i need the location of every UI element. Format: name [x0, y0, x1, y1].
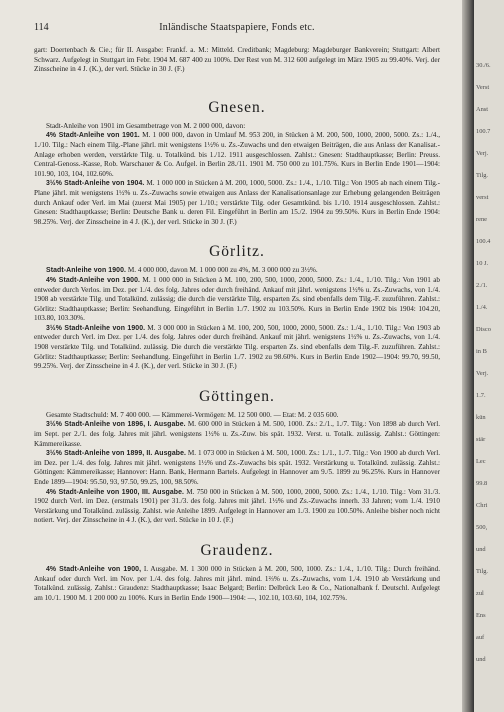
next-page-edge	[474, 0, 504, 712]
next-page-fragment: Tilg.	[476, 172, 489, 179]
loan-title: 3½% Stadt-Anleihe von 1904.	[46, 180, 145, 188]
next-page-fragment: 99.8	[476, 480, 488, 487]
page-number: 114	[34, 22, 49, 33]
next-page-fragment: 2./1.	[476, 282, 488, 289]
next-page-fragment: stär	[476, 436, 486, 443]
loan-paragraph	[34, 122, 440, 132]
next-page-fragment: 10 J.	[476, 260, 489, 267]
next-page-fragment: 100.7	[476, 128, 491, 135]
next-page-fragment: Verj.	[476, 150, 489, 157]
next-page-fragment: 500,	[476, 524, 488, 531]
next-page-fragment: Disco	[476, 326, 491, 333]
loan-title: 3½% Stadt-Anleihe von 1896, I. Ausgabe.	[46, 421, 186, 429]
loan-text: M. 4 000 000, davon M. 1 000 000 zu 4%, M. 3 000 000 zu 3½%.	[126, 266, 318, 275]
loan-text: M. 1 073 000 in Stücken à M. 500, 1000. Zs.: 1./1., 1./7. Tilg.: Von 1900 ab durch Verl. im Dez. per 1./4. des folg. Jahres mit jährl. wenigstens 1½% und Zs.-Zuwachs bis spät. 1932. Verstärkung u. Totalkünd. zulässig. Zahlst.: Göttingen: Kämmereikasse; Hannover: Hann. Bank, Hermann Bartels. Aufgelegt in Hannover am 9./5. 1899 zu 96.25%. Kurs in Hannover Ende 1899—1904: 95.50, 93, 97.50, 99.25, 100, 98.50%.	[34, 449, 440, 486]
loan-paragraph	[34, 266, 440, 276]
running-title: Inländische Staatspapiere, Fonds etc.	[159, 22, 315, 33]
next-page-fragment: Ens	[476, 612, 486, 619]
loan-title: 4% Stadt-Anleihe von 1900.	[46, 276, 141, 284]
loan-paragraph	[34, 179, 440, 227]
next-page-fragment: in B	[476, 348, 487, 355]
loan-paragraph	[34, 411, 440, 421]
next-page-fragment: kün	[476, 414, 486, 421]
next-page-fragment: auf	[476, 634, 485, 641]
next-page-fragment: zul	[476, 590, 484, 597]
loan-text: M. 1 000 000, davon in Umlauf M. 953 200, in Stücken à M. 200, 500, 1000, 2000, 5000. Zs.: 1./4., 1./10. Tilg.: Nach einem Tilg.-Plane jährl. mit wenigstens 1½% u. Zs.-Zuwachs und den etwaigen Beiträgen, die aus Anlass der Kanalisat.-Anlage erhoben werden, verstärkte Tilg. u. Totalkünd. bis 1./12. 1911 ausgeschlossen. Zahlst.: Gnesen: Stadthauptkasse; Berlin: Preuss. Central-Genoss.-Kasse, Rob. Warschauer & Co. Aufgel. in Berlin 28./11. 1901 M. 750 000 zu 101.75%. Kurs in Berlin Ende 1901—1904: 101.90, 103, 104, 102.60%.	[34, 131, 440, 178]
loan-title: 4% Stadt-Anleihe von 1901.	[46, 132, 140, 140]
next-page-fragment: 30./6.	[476, 62, 491, 69]
loan-paragraph	[34, 449, 440, 487]
next-page-fragment: Lec	[476, 458, 486, 465]
next-page-fragment: Chri	[476, 502, 488, 509]
loan-text: M. 3 000 000 in Stücken à M. 100, 200, 500, 1000, 2000, 5000. Zs.: 1./4., 1./10. Tilg.: Von 1903 ab entweder durch Verl. im Dez. per 1./4. des folg. Jahres oder durch freihänd. Ankauf mit jährl. wenigstens 1½% u. Zs.-Zuwachs, von 1./4. 1908 verstärkte Tilg. und Totalkünd. zulässig. Die durch die verstärkte Tilg. ersparten Zs. sind ebenfalls dem Tilg.-F. zuzuführen. Zahlst.: Görlitz: Stadthauptkasse; Berlin: Seehandlung. Eingeführt in Berlin 1./7. 1902 zu 98.60%. Kurs in Berlin Ende 1902—1904: 99.70, 99.50, 99.25%. Verj. der Zinsscheine in 4 J. (K.), der verl. Stücke in 30 J. (F.)	[34, 323, 440, 371]
next-page-fragment: Tilg.	[476, 568, 489, 575]
next-page-fragment: und	[476, 656, 486, 663]
next-page-fragment: 100.4	[476, 238, 491, 245]
book-gutter	[462, 0, 474, 712]
next-page-fragment: 1./4.	[476, 304, 488, 311]
intro-paragraph: gart: Doertenbach & Cie.; für II. Ausgabe: Frankf. a. M.: Mitteld. Creditbank; Magdeburg: Magdeburger Bankverein; Stuttgart: Albert Schwarz. Aufgelegt in Stuttgart im Febr. 1904 M. 687 400 zu 100%. Der Rest von M. 312 600 aufgelegt im März 1905 zu 99.40%. Verj. der Zinsscheine in 4 J. (K.), der verl. Stücke in 30 J. (F.)	[34, 46, 440, 74]
city-heading: Göttingen.	[199, 387, 275, 405]
loan-text: Stadt-Anleihe von 1901 im Gesamtbetrage von M. 2 000 000, davon:	[46, 121, 246, 130]
next-page-fragment: und	[476, 546, 486, 553]
loan-paragraph	[34, 420, 440, 449]
loan-title: Stadt-Anleihe von 1900.	[46, 267, 127, 275]
loan-title: 4% Stadt-Anleihe von 1900,	[46, 565, 142, 573]
loan-paragraph	[34, 131, 440, 179]
loan-paragraph	[34, 324, 440, 372]
next-page-fragment: verst	[476, 194, 489, 201]
loan-paragraph	[34, 488, 440, 526]
loan-text: M. 1 000 000 in Stücken à M. 100, 200, 500, 1000, 2000, 5000. Zs.: 1./4., 1./10. Tilg.: Von 1901 ab entweder durch Verlos. im Dez. per 1./4. des folg. Jahres oder durch freihänd. Ankauf mit jährl. wenigstens 1½% u. Zs.-Zuwachs, von 1./4. 1908 ab verstärkte Tilg. und Totalkünd. zulässig; die durch die verstärkte Tilg. ersparten Zs. sind ebenfalls dem Tilg.-F. zuzuführen. Zahlst.: Görlitz: Stadthauptkasse; Berlin: Seehandlung. Eingeführt in Berlin 1./7. 1902 zu 103.50%. Kurs in Berlin Ende 1902 bis 1904: 104.20, 103.80, 103.30%.	[34, 275, 440, 323]
city-heading: Gnesen.	[208, 98, 266, 116]
loan-text: M. 1 000 000 in Stücken à M. 200, 1000, 5000. Zs.: 1./4., 1./10. Tilg.: Von 1905 ab nach einem Tilg.-Plane jährl. mit wenigstens 1½% u. Zs.-Zuwachs sowie etwaigen aus Anlass der Kanalisationsanlage zur Erhebung gelangenden Beiträgen durch Ankauf oder Verl. im Mai (zuerst Mai 1905) per 1./10.; verstärkte Tilg. oder Gesamtkünd. bis 1./10. 1914 ausgeschlossen. Zahlst.: Gnesen: Stadthauptkasse; Berlin: Deutsche Bank u. deren Fil. Eingeführt in Berlin am 15./2. 1904 zu 99.50%. Kurs in Berlin Ende 1904: 98.25%. Verj. der Zinsscheine in 4 J. (K.), der verl. Stücke in 30 J. (F.)	[34, 179, 440, 226]
next-page-fragment: Anst	[476, 106, 489, 113]
loan-paragraph	[34, 565, 440, 603]
loan-title: 3½% Stadt-Anleihe von 1900.	[46, 324, 146, 332]
loan-paragraph	[34, 276, 440, 324]
loan-text: Gesamte Stadtschuld: M. 7 400 000. — Kämmerei-Vermögen: M. 12 500 000. — Etat: M. 2 035 600.	[46, 410, 339, 419]
loan-text: M. 600 000 in Stücken à M. 500, 1000. Zs.: 2./1., 1./7. Tilg.: Von 1898 ab durch Verl. im Sept. per 2./1. des folg. Jahres mit jährl. wenigstens 1½% u. Zs.-Zuw. bis spät. 1932. Verst. u. Totalk. zulässig. Zahlst.: Göttingen: Kämmereikasse.	[34, 420, 440, 448]
next-page-fragment: rene	[476, 216, 487, 223]
next-page-fragment: Verst	[476, 84, 490, 91]
loan-text: M. 750 000 in Stücken à M. 500, 1000, 2000, 5000. Zs.: 1./4., 1./10. Tilg.: Vom 31./3. 1902 durch Verl. im Dez. (erstmals 1901) per 31./3. des folg. Jahres mit jährl. 1½% und Zs.-Zuwachs innerh. 33 Jahren; vom 1./4. 1910 Verstärkung und Totalkünd. zulässig. Zahlst. wie Anleihe 1899. Aufgelegt in Hannover am 1./3. 1900 zu 100.50%. Anleihe bisher noch nicht notiert. Verj. der Zinsscheine in 4 J. (K.), der verl. Stücke in 10 J. (F.)	[34, 487, 440, 525]
loan-title: 3½% Stadt-Anleihe von 1899, II. Ausgabe.	[46, 450, 187, 458]
next-page-fragment: 1.7.	[476, 392, 486, 399]
city-heading: Görlitz.	[209, 243, 265, 261]
loan-text: I. Ausgabe. M. 1 300 000 in Stücken à M. 200, 500, 1000. Zs.: 1./4., 1./10. Tilg.: Durch freihänd. Ankauf oder durch Verl. im Nov. per 1./4. des folg. Jahres mit jährl. mind. 1⅔% u. Zs.-Zuwachs, vom 1./4. 1910 ab Verstärkung und Totalkünd. zulässig. Zahlst.: Graudenz: Stadthauptkasse; Isaac Belgard; Berlin: Delbrück Leo & Co., Nationalbank f. Deutschl. Aufgelegt am 10./1. 1900 M. 1 200 000 zu 100%. Kurs in Berlin Ende 1900—1904: —, 102.10, 103.60, 104, 102.75%.	[34, 564, 440, 602]
page-content	[34, 46, 440, 603]
next-page-fragment: Verj.	[476, 370, 489, 377]
loan-title: 4% Stadt-Anleihe von 1900, III. Ausgabe.	[46, 488, 185, 496]
city-heading: Graudenz.	[200, 541, 274, 559]
page-header	[34, 22, 440, 36]
